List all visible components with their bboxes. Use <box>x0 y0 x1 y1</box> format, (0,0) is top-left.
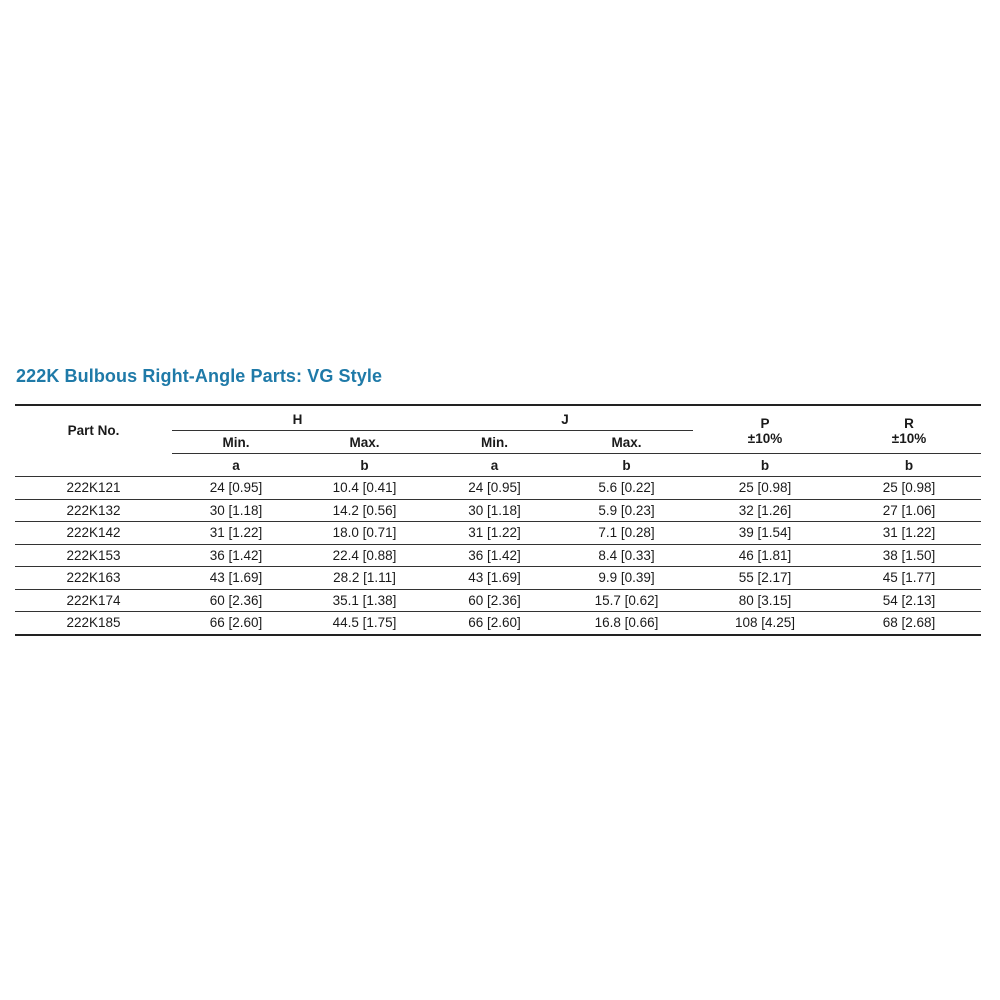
header-sub-j-max: b <box>560 454 693 477</box>
table-row <box>15 477 981 500</box>
header-sub-part <box>15 454 172 477</box>
page-title: 222K Bulbous Right-Angle Parts: VG Style <box>16 366 383 386</box>
header-p-label: P <box>760 415 770 431</box>
cell-h-min: 31 [1.22] <box>172 522 300 545</box>
table-row <box>15 544 981 567</box>
cell-j-min: 60 [2.36] <box>429 589 560 612</box>
cell-h-max: 10.4 [0.41] <box>300 477 429 500</box>
header-r-label: R <box>904 415 914 431</box>
cell-p: 55 [2.17] <box>693 567 837 590</box>
cell-h-max: 14.2 [0.56] <box>300 499 429 522</box>
cell-r: 27 [1.06] <box>837 499 981 522</box>
cell-p: 46 [1.81] <box>693 544 837 567</box>
header-r-tolerance: ±10% <box>891 430 927 446</box>
table-row <box>15 589 981 612</box>
cell-r: 31 [1.22] <box>837 522 981 545</box>
cell-j-max: 5.6 [0.22] <box>560 477 693 500</box>
cell-j-max: 16.8 [0.66] <box>560 612 693 635</box>
cell-part-no: 222K174 <box>15 589 172 612</box>
cell-h-min: 36 [1.42] <box>172 544 300 567</box>
cell-part-no: 222K121 <box>15 477 172 500</box>
header-p <box>693 405 837 454</box>
cell-r: 38 [1.50] <box>837 544 981 567</box>
cell-p: 108 [4.25] <box>693 612 837 635</box>
header-part-no: Part No. <box>15 405 172 454</box>
header-sub-h-min: a <box>172 454 300 477</box>
cell-h-max: 44.5 [1.75] <box>300 612 429 635</box>
cell-p: 25 [0.98] <box>693 477 837 500</box>
table-header <box>15 405 981 477</box>
cell-h-max: 22.4 [0.88] <box>300 544 429 567</box>
cell-r: 25 [0.98] <box>837 477 981 500</box>
cell-j-max: 7.1 [0.28] <box>560 522 693 545</box>
cell-j-min: 24 [0.95] <box>429 477 560 500</box>
header-sub-j-min: a <box>429 454 560 477</box>
header-h-min: Min. <box>222 434 250 450</box>
cell-h-max: 35.1 [1.38] <box>300 589 429 612</box>
table-row <box>15 612 981 635</box>
header-r <box>837 405 981 454</box>
cell-part-no: 222K163 <box>15 567 172 590</box>
header-group-h: H <box>172 405 429 431</box>
cell-j-min: 43 [1.69] <box>429 567 560 590</box>
cell-j-min: 36 [1.42] <box>429 544 560 567</box>
cell-part-no: 222K142 <box>15 522 172 545</box>
cell-j-min: 30 [1.18] <box>429 499 560 522</box>
parts-table <box>15 404 981 636</box>
cell-j-max: 8.4 [0.33] <box>560 544 693 567</box>
header-j-max: Max. <box>611 434 642 450</box>
header-group-j: J <box>429 405 693 431</box>
table-row <box>15 499 981 522</box>
header-j-min: Min. <box>481 434 508 450</box>
cell-j-min: 66 [2.60] <box>429 612 560 635</box>
cell-h-max: 18.0 [0.71] <box>300 522 429 545</box>
cell-h-min: 60 [2.36] <box>172 589 300 612</box>
cell-p: 39 [1.54] <box>693 522 837 545</box>
header-sub-p: b <box>693 454 837 477</box>
cell-p: 32 [1.26] <box>693 499 837 522</box>
cell-j-max: 9.9 [0.39] <box>560 567 693 590</box>
cell-r: 54 [2.13] <box>837 589 981 612</box>
cell-part-no: 222K153 <box>15 544 172 567</box>
cell-j-min: 31 [1.22] <box>429 522 560 545</box>
header-p-tolerance: ±10% <box>747 430 783 446</box>
cell-part-no: 222K185 <box>15 612 172 635</box>
header-sub-r: b <box>837 454 981 477</box>
cell-h-min: 66 [2.60] <box>172 612 300 635</box>
cell-r: 68 [2.68] <box>837 612 981 635</box>
parts-table-container <box>15 404 981 636</box>
cell-h-min: 43 [1.69] <box>172 567 300 590</box>
table-row <box>15 522 981 545</box>
header-sub-h-max: b <box>300 454 429 477</box>
cell-part-no: 222K132 <box>15 499 172 522</box>
cell-r: 45 [1.77] <box>837 567 981 590</box>
header-h-max: Max. <box>349 434 380 450</box>
cell-h-min: 30 [1.18] <box>172 499 300 522</box>
cell-j-max: 5.9 [0.23] <box>560 499 693 522</box>
cell-h-min: 24 [0.95] <box>172 477 300 500</box>
table-body <box>15 477 981 635</box>
cell-p: 80 [3.15] <box>693 589 837 612</box>
cell-h-max: 28.2 [1.11] <box>300 567 429 590</box>
cell-j-max: 15.7 [0.62] <box>560 589 693 612</box>
table-row <box>15 567 981 590</box>
